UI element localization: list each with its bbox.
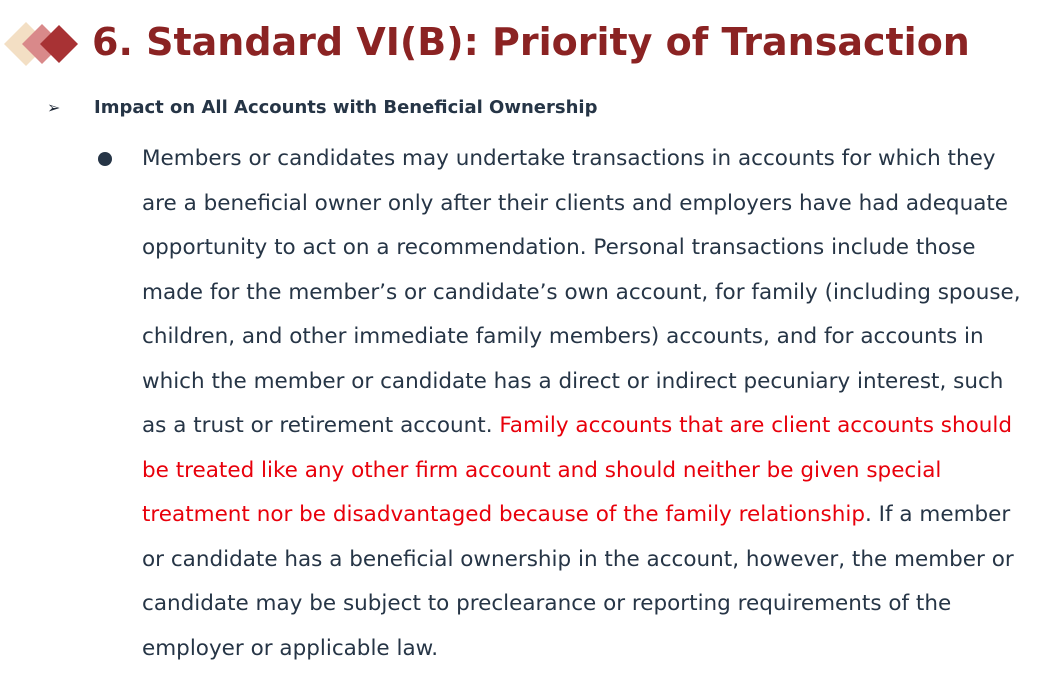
diamond-logo-icon: [4, 14, 84, 74]
filled-circle-bullet-icon: [98, 152, 112, 166]
bullet-paragraph: [142, 137, 1030, 671]
highlighted-text: Family accounts that are client accounts should be treated like any other firm account and should neither be given special treatment nor be disadvantaged because of the family relationship: [142, 413, 1012, 527]
paragraph-text-part1: Members or candidates may undertake transactions in accounts for which they are a beneficial owner only after their clients and employers have had adequate opportunity to act on a recommendation. Personal transactions include those made for the member’s or candidate’s own account, for family (including spouse, children, and other immediate family members) accounts, and for accounts in which the member or candidate has a direct or indirect pecuniary interest, such as a trust or retirement account.: [142, 146, 1021, 438]
paragraph-text-part2: . If a member or candidate has a beneficial ownership in the account, however, the member or candidate may be subject to preclearance or reporting requirements of the employer or applicable law.: [142, 502, 1014, 661]
section-heading: Impact on All Accounts with Beneficial Ownership: [94, 97, 598, 118]
arrow-bullet-icon: ➢: [47, 98, 61, 117]
page-title: 6. Standard VI(B): Priority of Transaction: [92, 20, 970, 64]
